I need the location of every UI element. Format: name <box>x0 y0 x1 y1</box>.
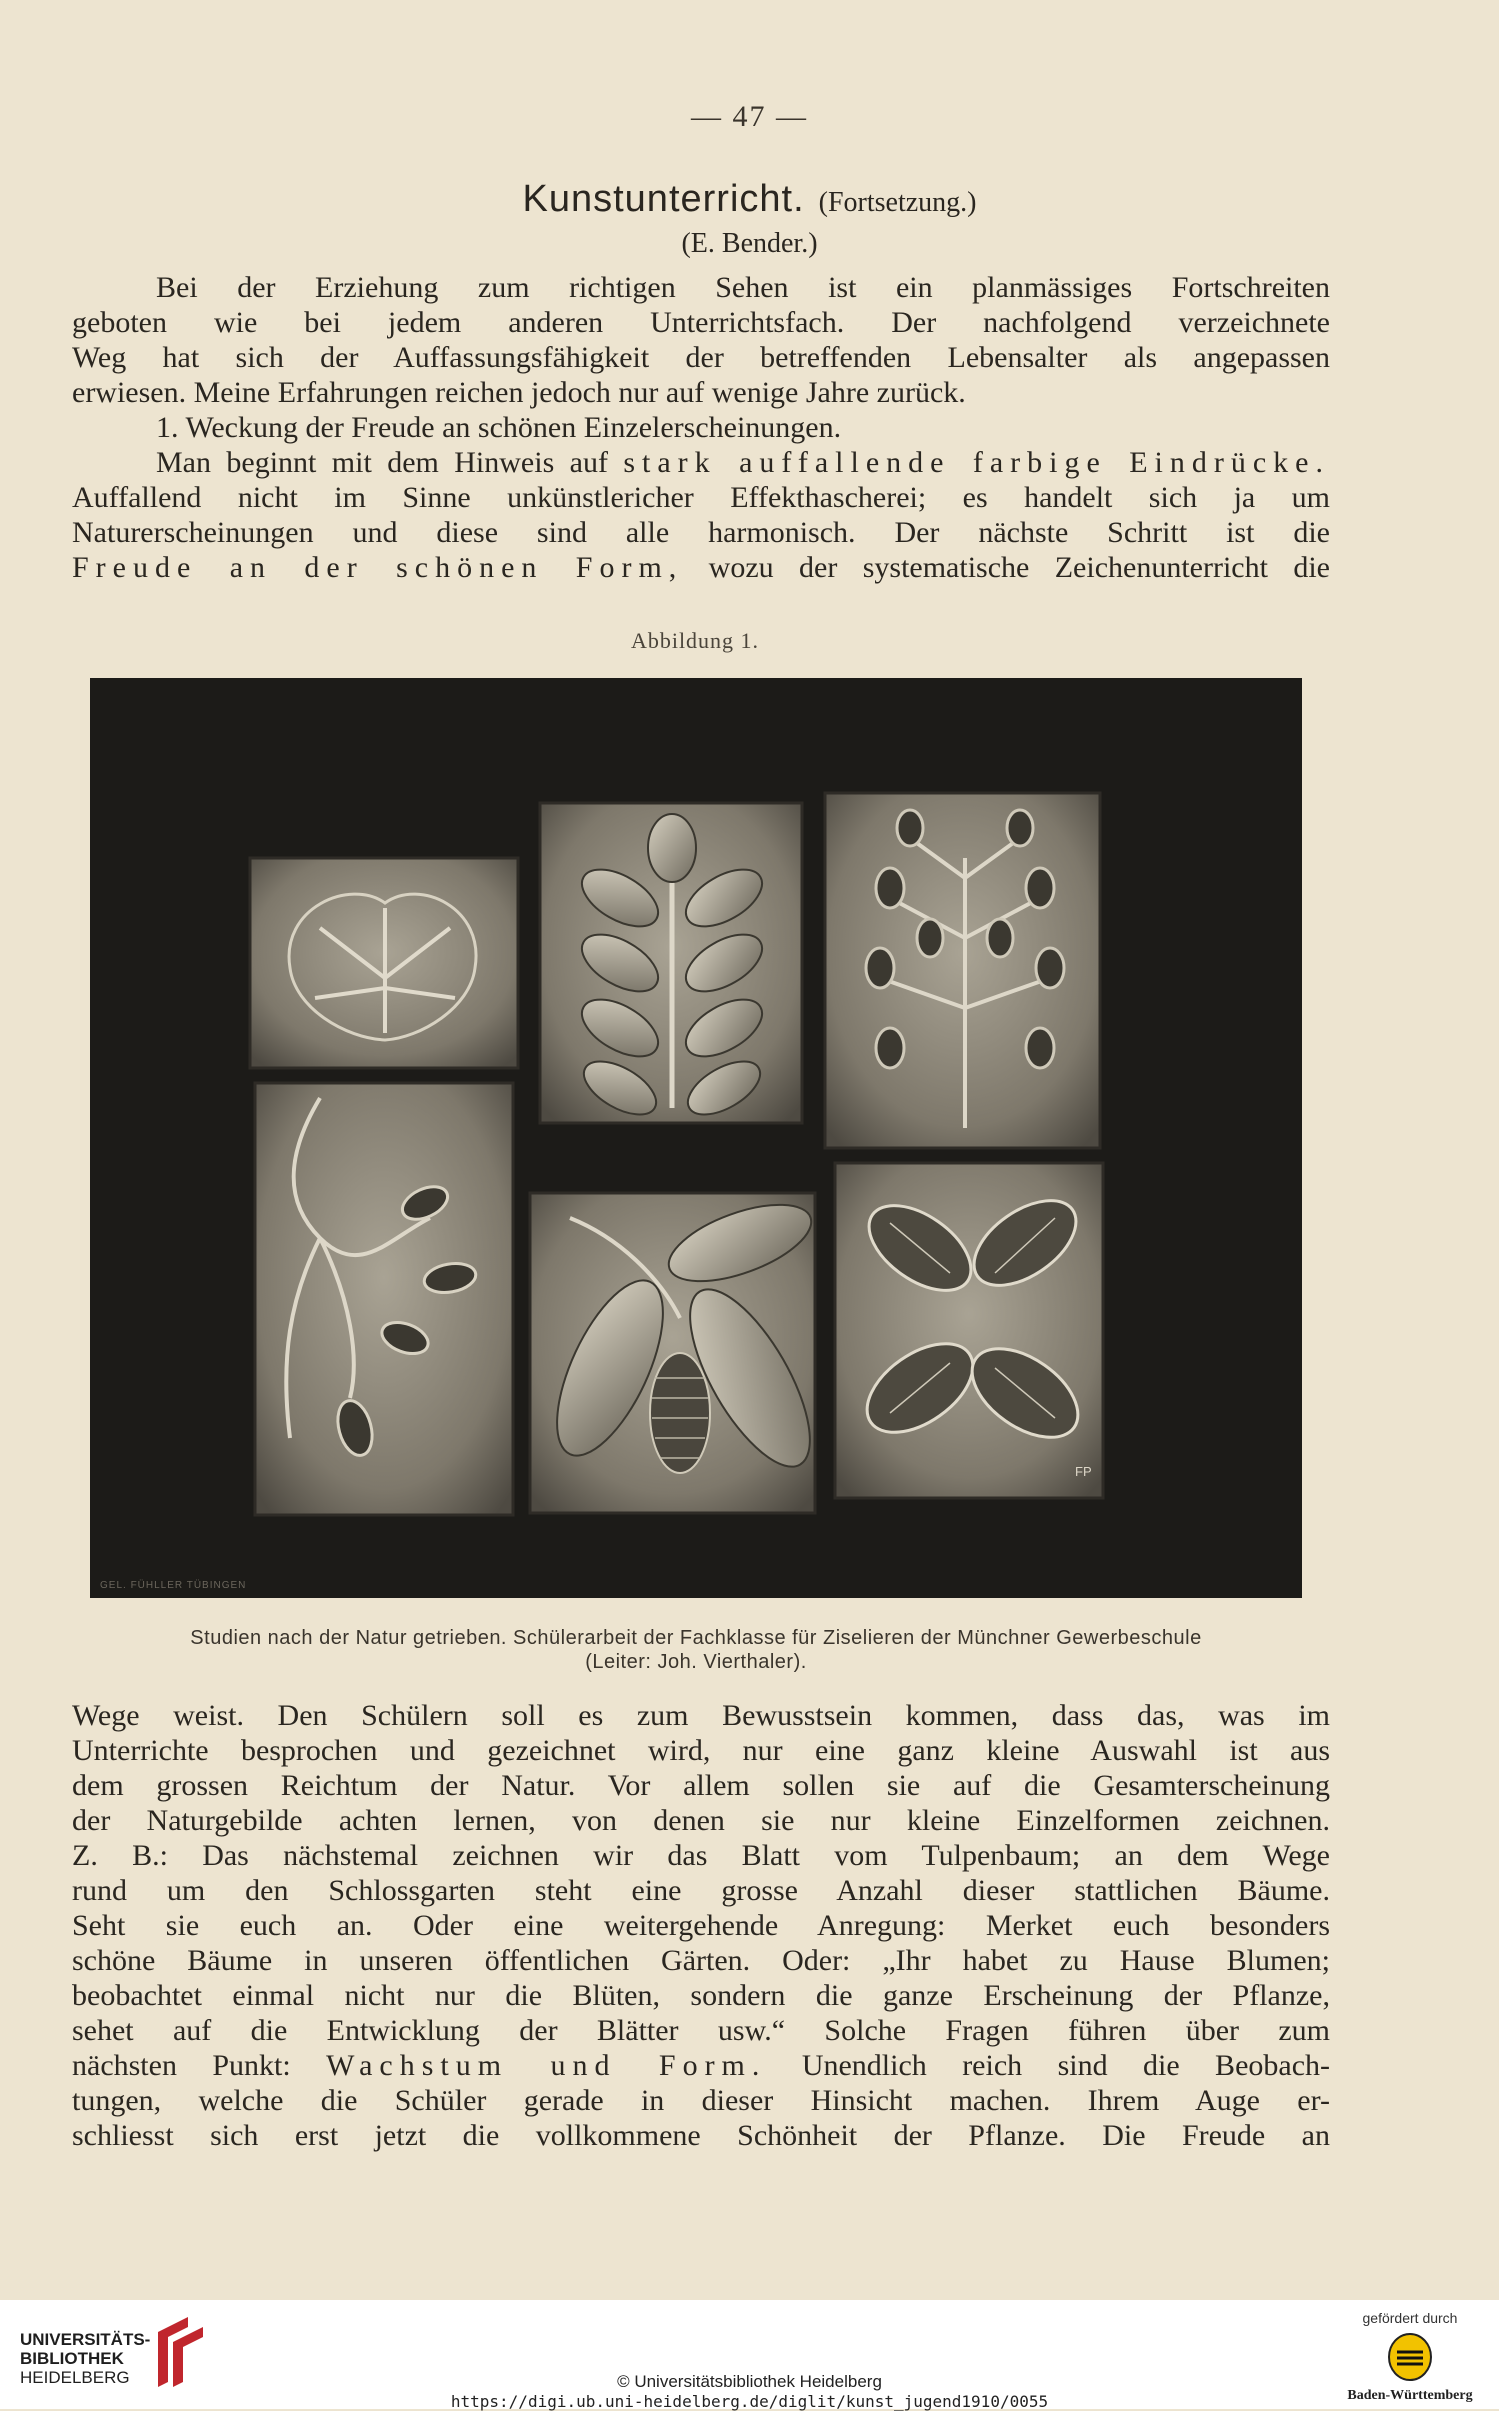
text-line <box>72 2048 1330 2083</box>
chased-metal-plates-image <box>90 678 1302 1598</box>
emphasis-text: Wachstum und Form. <box>326 2049 767 2082</box>
plate-leaves-cone <box>530 1189 833 1513</box>
text-fragment: nächsten Punkt: <box>72 2049 291 2082</box>
text-line: beobachtet einmal nicht nur die Blüten, sondern die ganze Erscheinung der Pflanze, <box>72 1979 1330 2012</box>
library-name-line: HEIDELBERG <box>20 2368 130 2387</box>
text-line: erwiesen. Meine Erfahrungen reichen jedoch nur auf wenige Jahre zurück. <box>72 376 966 409</box>
text-line: dem grossen Reichtum der Natur. Vor allem sollen sie auf die Gesamterscheinung <box>72 1769 1330 1802</box>
plate-seed-pods <box>255 1083 513 1515</box>
plate-four-leaves <box>835 1163 1103 1498</box>
text-line: Naturerscheinungen und diese sind alle harmonisch. Der nächste Schritt ist die <box>72 516 1330 549</box>
emphasis-text: stark auffallende farbige Eindrücke. <box>623 446 1330 479</box>
funded-by-label: gefördert durch <box>1362 2310 1458 2326</box>
text-line: sehet auf die Entwicklung der Blätter usw.“ Solche Fragen führen über zum <box>72 2014 1330 2047</box>
figure-caption <box>90 1626 1302 1674</box>
photo-imprint: GEL. FÜHLLER TÜBINGEN <box>100 1580 247 1591</box>
text-fragment: Man beginnt mit dem Hinweis auf <box>156 446 608 479</box>
text-line: geboten wie bei jedem anderen Unterrichtsfach. Der nachfolgend verzeichnete <box>72 306 1330 339</box>
state-crest-icon <box>1387 2332 1433 2382</box>
text-line: tungen, welche die Schüler gerade in dieser Hinsicht machen. Ihrem Auge er- <box>72 2084 1330 2117</box>
page-number: — 47 — <box>691 100 808 133</box>
text-line: Auffallend nicht im Sinne unkünstlericher Effekthascherei; es handelt sich ja um <box>72 481 1330 514</box>
article-title: Kunstunterricht. <box>522 178 805 220</box>
body-text-top <box>72 270 1330 585</box>
figure-photograph <box>90 678 1302 1598</box>
figure-label: Abbildung 1. <box>630 628 760 653</box>
text-line: rund um den Schlossgarten steht eine grosse Anzahl dieser stattlichen Bäume. <box>72 1874 1330 1907</box>
text-line: Unterrichte besprochen und gezeichnet wird, nur eine ganz kleine Auswahl ist aus <box>72 1734 1330 1767</box>
copyright-text: © Universitätsbibliothek Heidelberg <box>617 2372 882 2391</box>
text-line: Wege weist. Den Schülern soll es zum Bewusstsein kommen, dass das, was im <box>72 1699 1330 1732</box>
plate-rose-hips <box>825 793 1100 1148</box>
text-line: schöne Bäume in unseren öffentlichen Gärten. Oder: „Ihr habet zu Hause Blumen; <box>72 1944 1330 1977</box>
funder-name: Baden-Württemberg <box>1347 2388 1473 2403</box>
text-fragment: Unendlich reich sind die Beobach- <box>801 2049 1331 2082</box>
section-heading: 1. Weckung der Freude an schönen Einzelerscheinungen. <box>156 411 842 444</box>
plate-vine-leaf <box>250 858 518 1068</box>
text-line: Z. B.: Das nächstemal zeichnen wir das Blatt vom Tulpenbaum; an dem Wege <box>72 1839 1330 1872</box>
body-text-bottom <box>72 1698 1330 2153</box>
library-name-line: BIBLIOTHEK <box>20 2349 124 2368</box>
library-name-line: UNIVERSITÄTS- <box>20 2330 151 2349</box>
emphasis-text: Freude an der schönen Form, <box>72 551 684 584</box>
text-line: der Naturgebilde achten lernen, von denen sie nur kleine Einzelformen zeichnen. <box>72 1804 1330 1837</box>
article-author: (E. Bender.) <box>681 228 818 259</box>
copyright-block <box>0 2372 1499 2411</box>
permalink-url[interactable]: https://digi.ub.uni-heidelberg.de/diglit/kunst_jugend1910/0055 <box>450 2392 1049 2411</box>
text-line: Seht sie euch an. Oder eine weitergehende Anregung: Merket euch besonders <box>72 1909 1330 1942</box>
text-fragment: wozu der systematische Zeichenunterricht die <box>708 551 1330 584</box>
text-line: Bei der Erziehung zum richtigen Sehen ist ein planmässiges Fortschreiten <box>156 271 1330 304</box>
caption-line: (Leiter: Joh. Vierthaler). <box>585 1651 807 1673</box>
photo-monogram: FP <box>1075 1464 1092 1479</box>
library-footer <box>0 2300 1499 2409</box>
text-line: schliesst sich erst jetzt die vollkommene Schönheit der Pflanze. Die Freude an <box>72 2119 1330 2152</box>
text-line <box>72 445 1330 480</box>
article-title-suffix: (Fortsetzung.) <box>818 187 977 218</box>
text-line: Weg hat sich der Auffassungsfähigkeit der betreffenden Lebensalter als angepassen <box>72 341 1330 374</box>
article-heading <box>0 178 1499 221</box>
caption-line: Studien nach der Natur getrieben. Schülerarbeit der Fachklasse für Ziselieren der Münchner Gewerbeschule <box>190 1627 1202 1649</box>
plate-ash-twig <box>540 803 802 1125</box>
text-line <box>72 550 1330 585</box>
